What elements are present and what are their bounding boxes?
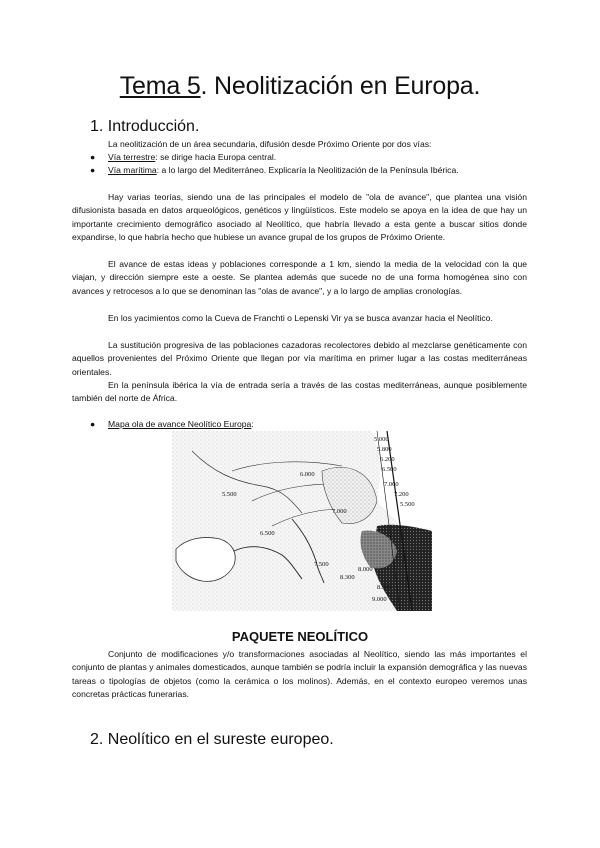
title-rest: . Neolitización en Europa.: [200, 72, 481, 100]
map-label: 8.300: [340, 574, 355, 581]
paragraph-teorias: Hay varias teorías, siendo una de las principales el modelo de "ola de avance", que plantea una visión difusionista basada en datos arqueológicos, genéticos y lingüísticos. Este modelo se apoya en la idea de que hay un importante crecimiento demográfico asociado al Neolítico, que habría llevado a esta gente a buscar sitios donde expandirse, lo que habría hecho que hubiese un avance grupal de los grupos de Próximo Oriente.: [72, 192, 527, 243]
title-topic: Tema 5: [119, 72, 201, 100]
bullet-label: Mapa ola de avance Neolítico Europa: [108, 419, 252, 429]
map-label: 8.500: [377, 584, 392, 591]
map-label: 8.000: [358, 566, 373, 573]
bullet-dot: ●: [90, 152, 96, 162]
map-label: 6.500: [260, 530, 275, 537]
paragraph-peninsula: En la península ibérica la vía de entrada sería a través de las costas mediterráneas, aunque posiblemente también del norte de África.: [72, 380, 527, 404]
map-label: 7.000: [384, 481, 399, 488]
paragraph-sustitucion: La sustitución progresiva de las poblaciones cazadoras recolectores debido al mezclarse genéticamente con aquellos provenientes del Próximo Oriente que llegan por vía marítima en primer lugar a las costas mediterráneas orientales.: [72, 340, 527, 377]
section-heading-introduccion: 1. Introducción.: [90, 118, 200, 135]
page-title: [0, 72, 600, 101]
map-label: 5.500: [400, 501, 415, 508]
bullet-text: : se dirige hacia Europa central.: [155, 152, 277, 162]
paragraph-yacimientos: En los yacimientos como la Cueva de Franchti o Lepenski Vir ya se busca avanzar hacia el Neolítico.: [108, 313, 493, 323]
paquete-paragraph: Conjunto de modificaciones y/o transformaciones asociadas al Neolítico, siendo las más importantes el conjunto de plantas y animales domesticados, aunque también se podría incluir la expansión demográfica y las nuevas tareas o tipologías de objetos (como la cerámica o los molinos). Además, en el contexto europeo veremos unas concretas prácticas funerarias.: [72, 649, 527, 700]
bullet-label: Vía terrestre: [108, 152, 156, 162]
bullet-label: Vía marítima: [108, 165, 157, 175]
map-label: 7.000: [332, 508, 347, 515]
map-label: 6.000: [300, 471, 315, 478]
map-label: 9.000: [372, 596, 387, 603]
map-label: 5.500: [222, 491, 237, 498]
bullet-text: :: [251, 419, 254, 429]
bullet-text: : a lo largo del Mediterráneo. Explicaría la Neolitización de la Península Ibérica.: [156, 165, 459, 175]
map-label: 6.200: [380, 456, 395, 463]
bullet-dot: ●: [90, 165, 96, 175]
section-heading-sureste: 2. Neolítico en el sureste europeo.: [90, 731, 334, 748]
paragraph-avance: El avance de estas ideas y poblaciones corresponde a 1 km, siendo la media de la velocidad con la que viajan, y dirección siempre este a oeste. Se plantea además que sucede no de una forma homogénea sino con avances y retrocesos a lo que se denominan las "olas de avance", y a lo largo de amplias cronologías.: [72, 259, 527, 296]
map-label: 6.500: [382, 466, 397, 473]
map-label: 5.800: [377, 446, 392, 453]
intro-paragraph: La neolitización de un área secundaria, difusión desde Próximo Oriente por dos vías:: [108, 139, 432, 149]
neolithic-wave-map: [172, 431, 432, 611]
paquete-neolitico-heading: PAQUETE NEOLÍTICO: [231, 629, 369, 644]
map-label: 5.000: [374, 436, 389, 443]
map-label: 7.200: [394, 491, 409, 498]
bullet-dot: ●: [90, 419, 96, 429]
map-label: 7.500: [314, 561, 329, 568]
